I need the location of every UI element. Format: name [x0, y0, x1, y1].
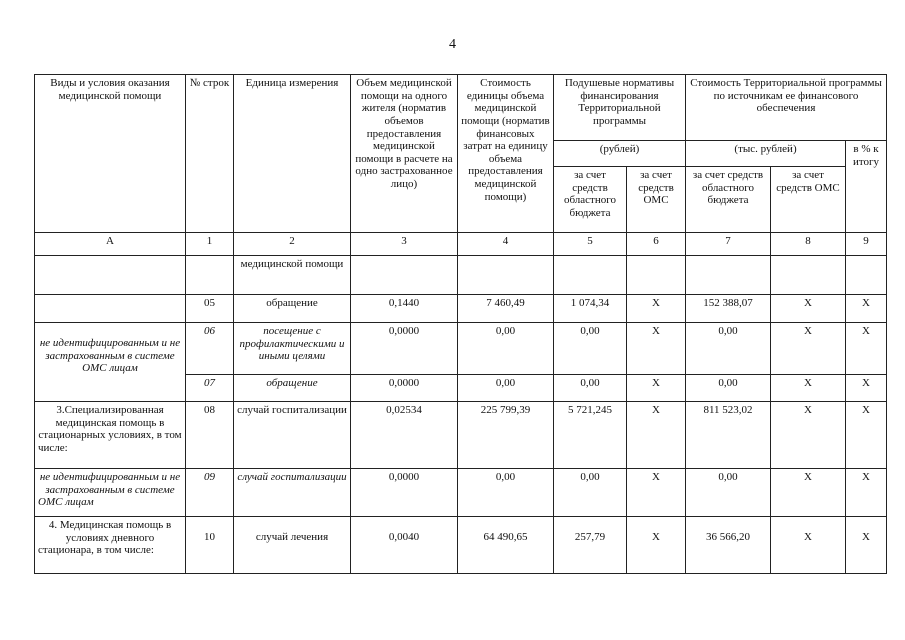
cost-cell: 64 490,65: [458, 517, 554, 574]
table-row: [35, 323, 887, 375]
volume-cell: 0,0000: [351, 375, 458, 402]
column-number: 2: [234, 233, 351, 256]
row-number-cell: 07: [186, 375, 234, 402]
tp-budget-cell: 0,00: [686, 469, 771, 517]
cost-cell: 7 460,49: [458, 295, 554, 323]
percent-cell: Х: [846, 402, 887, 469]
column-number: 3: [351, 233, 458, 256]
per-capita-oms-cell: Х: [627, 469, 686, 517]
header-oms-1: за счет средств ОМС: [627, 167, 686, 233]
row-number-cell: 06: [186, 323, 234, 375]
per-capita-oms-cell: Х: [627, 295, 686, 323]
tp-budget-cell: 0,00: [686, 323, 771, 375]
percent-cell: Х: [846, 375, 887, 402]
percent-cell: [846, 256, 887, 295]
percent-cell: Х: [846, 295, 887, 323]
cost-cell: 0,00: [458, 323, 554, 375]
row-number-cell: 10: [186, 517, 234, 574]
header-kinds: Виды и условия оказания медицинской помощи: [35, 75, 186, 233]
unit-cell: посещение с профилактическими и иными целями: [234, 323, 351, 375]
tp-oms-cell: Х: [771, 375, 846, 402]
header-volume: Объем медицинской помощи на одного жителя (норматив объемов предоставления медицинской помощи в расчете на одно застрахованное лицо): [351, 75, 458, 233]
cost-cell: [458, 256, 554, 295]
header-oms-2: за счет средств ОМС: [771, 167, 846, 233]
tp-budget-cell: 0,00: [686, 375, 771, 402]
table-row: [35, 517, 887, 574]
per-capita-budget-cell: 0,00: [554, 469, 627, 517]
tp-oms-cell: Х: [771, 323, 846, 375]
kind-cell: 4. Медицинская помощь в условиях дневного стационара, в том числе:: [35, 517, 186, 574]
unit-cell: обращение: [234, 295, 351, 323]
unit-cell: медицинской помощи: [234, 256, 351, 295]
volume-cell: [351, 256, 458, 295]
financing-table: [34, 74, 887, 574]
column-number: А: [35, 233, 186, 256]
kind-cell: не идентифицированным и не застрахованным в системе ОМС лицам: [35, 323, 186, 402]
header-rubles: (рублей): [554, 141, 686, 167]
column-number: 8: [771, 233, 846, 256]
volume-cell: 0,1440: [351, 295, 458, 323]
column-number: 9: [846, 233, 887, 256]
per-capita-budget-cell: 0,00: [554, 375, 627, 402]
per-capita-budget-cell: 0,00: [554, 323, 627, 375]
header-regional-budget-2: за счет средств областного бюджета: [686, 167, 771, 233]
table-row: [35, 295, 887, 323]
row-number-cell: 09: [186, 469, 234, 517]
cost-cell: 0,00: [458, 469, 554, 517]
per-capita-budget-cell: 257,79: [554, 517, 627, 574]
column-number-row: [35, 233, 887, 256]
column-number: 1: [186, 233, 234, 256]
per-capita-oms-cell: Х: [627, 402, 686, 469]
row-number-cell: 08: [186, 402, 234, 469]
tp-oms-cell: Х: [771, 517, 846, 574]
kind-cell: не идентифицированным и не застрахованным в системе ОМС лицам: [35, 469, 186, 517]
volume-cell: 0,0040: [351, 517, 458, 574]
kind-cell: 3.Специализированная медицинская помощь в стационарных условиях, в том числе:: [35, 402, 186, 469]
tp-budget-cell: 152 388,07: [686, 295, 771, 323]
per-capita-oms-cell: Х: [627, 323, 686, 375]
cost-cell: 225 799,39: [458, 402, 554, 469]
header-row-no: № строк: [186, 75, 234, 233]
tp-oms-cell: Х: [771, 469, 846, 517]
kind-cell: [35, 295, 186, 323]
per-capita-oms-cell: Х: [627, 375, 686, 402]
tp-oms-cell: Х: [771, 295, 846, 323]
unit-cell: случай госпитализации: [234, 402, 351, 469]
page-number: 4: [449, 37, 456, 52]
header-territorial-cost: Стоимость Территориальной программы по источникам ее финансового обеспечения: [686, 75, 887, 141]
table-row: [35, 256, 887, 295]
percent-cell: Х: [846, 469, 887, 517]
column-number: 5: [554, 233, 627, 256]
unit-cell: случай лечения: [234, 517, 351, 574]
tp-budget-cell: 811 523,02: [686, 402, 771, 469]
tp-oms-cell: [771, 256, 846, 295]
tp-budget-cell: [686, 256, 771, 295]
header-unit: Единица измерения: [234, 75, 351, 233]
unit-cell: случай госпитализации: [234, 469, 351, 517]
cost-cell: 0,00: [458, 375, 554, 402]
percent-cell: Х: [846, 517, 887, 574]
unit-cell: обращение: [234, 375, 351, 402]
table-row: [35, 402, 887, 469]
per-capita-budget-cell: 5 721,245: [554, 402, 627, 469]
volume-cell: 0,02534: [351, 402, 458, 469]
header-percent-total: в % к итогу: [846, 141, 887, 233]
per-capita-budget-cell: 1 074,34: [554, 295, 627, 323]
per-capita-budget-cell: [554, 256, 627, 295]
column-number: 7: [686, 233, 771, 256]
kind-cell: [35, 256, 186, 295]
volume-cell: 0,0000: [351, 323, 458, 375]
tp-oms-cell: Х: [771, 402, 846, 469]
header-thousand-rubles: (тыс. рублей): [686, 141, 846, 167]
column-number: 6: [627, 233, 686, 256]
header-cost: Стоимость единицы объема медицинской помощи (норматив финансовых затрат на единицу объема предоставления медицинской помощи): [458, 75, 554, 233]
column-number: 4: [458, 233, 554, 256]
per-capita-oms-cell: [627, 256, 686, 295]
header-per-capita: Подушевые нормативы финансирования Территориальной программы: [554, 75, 686, 141]
percent-cell: Х: [846, 323, 887, 375]
row-number-cell: [186, 256, 234, 295]
header-regional-budget-1: за счет средств областного бюджета: [554, 167, 627, 233]
per-capita-oms-cell: Х: [627, 517, 686, 574]
row-number-cell: 05: [186, 295, 234, 323]
table-row: [35, 469, 887, 517]
tp-budget-cell: 36 566,20: [686, 517, 771, 574]
volume-cell: 0,0000: [351, 469, 458, 517]
